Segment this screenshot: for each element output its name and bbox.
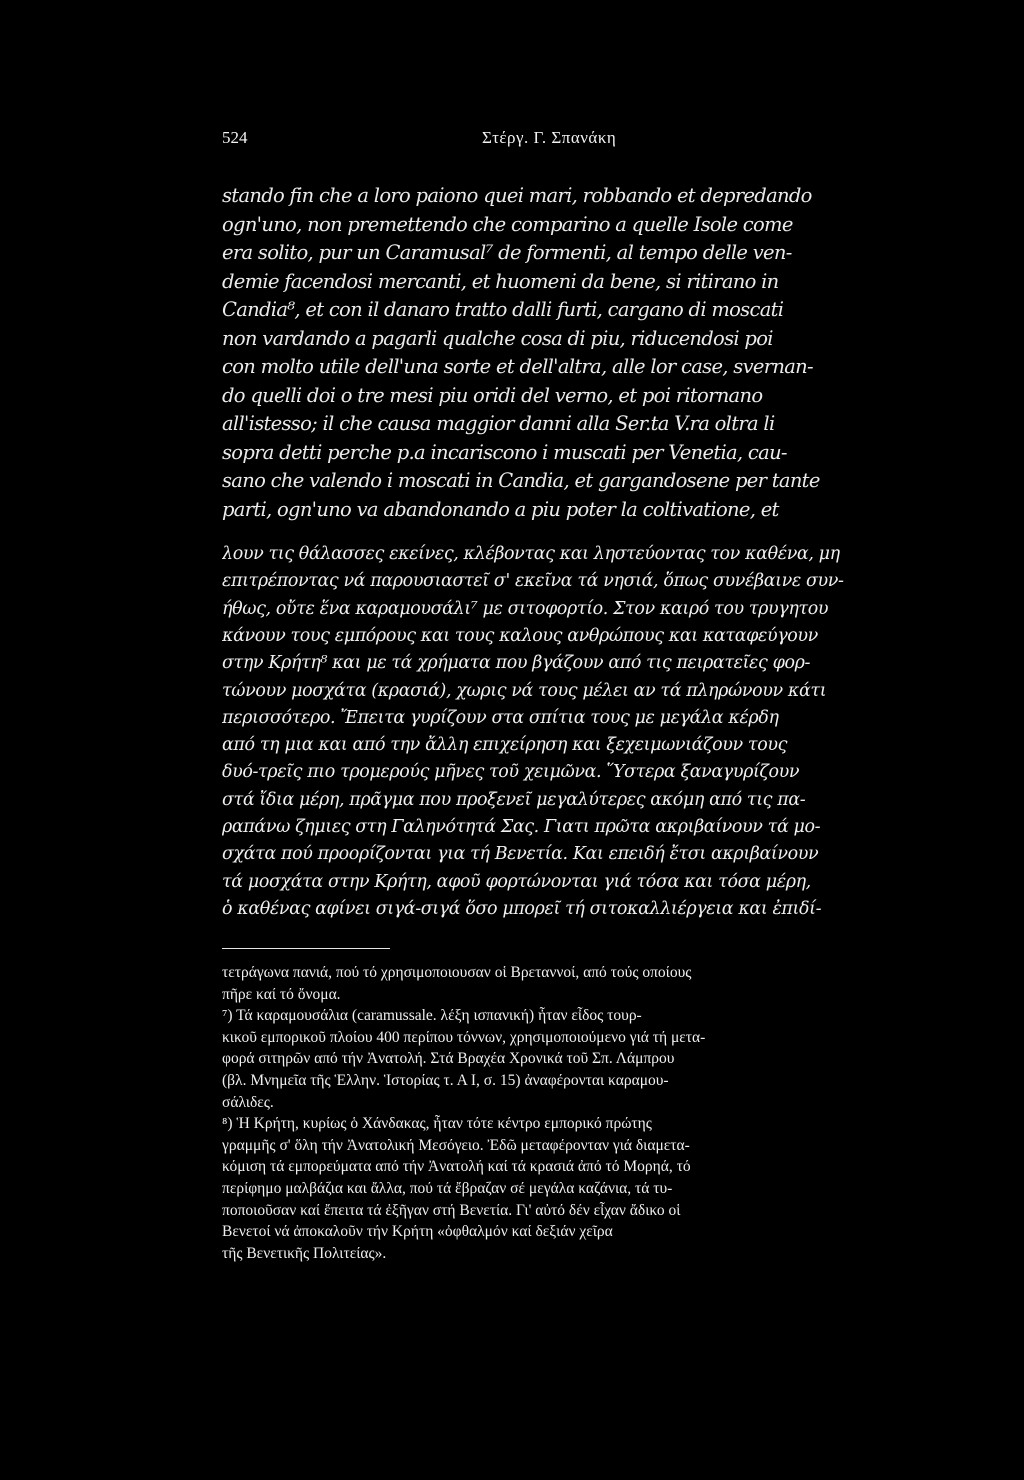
footnote-line: φορά σιτηρῶν από τήν Ἀνατολή. Στά Βραχέα Χρονικά τοῦ Σπ. Λάμπρου bbox=[222, 1050, 675, 1068]
running-head bbox=[222, 128, 890, 154]
book-page bbox=[222, 128, 890, 1408]
greek-line: δυό-τρεῖς πιο τρομερούς μῆνες τοῦ χειμῶνα. Ὕστερα ξαναγυρίζουν bbox=[222, 762, 800, 783]
footnote-line: τετράγωνα πανιά, πού τό χρησιμοποιουσαν οἱ Βρεταννοί, από τούς οποίους bbox=[222, 964, 692, 981]
italian-line: do quelli doi o tre mesi piu oridi del verno, et poi ritornano bbox=[222, 383, 763, 407]
footnote-line: πῆρε καί τό ὄνομα. bbox=[222, 985, 341, 1003]
greek-line: τώνουν μοσχάτα (κρασιά), χωρις νά τους μέλει αν τά πληρώνουν κάτι bbox=[222, 680, 827, 701]
italian-line: all'istesso; il che causa maggior danni alla Ser.ta V.ra oltra li bbox=[222, 412, 775, 435]
italian-line: demie facendosi mercanti, et huomeni da bene, si ritirano in bbox=[222, 269, 779, 293]
italian-line: sopra detti perche p.a incariscono i muscati per Venetia, cau- bbox=[222, 440, 787, 464]
footnote-line: ⁷) Τά καραμουσάλια (caramussale. λέξη ισπανική) ἦταν εἶδος τουρ- bbox=[222, 1007, 642, 1025]
greek-line: τά μοσχάτα στην Κρήτη, αφοῦ φορτώνονται γιά τόσα και τόσα μέρη, bbox=[222, 871, 811, 892]
greek-line: σχάτα πού προορίζονται για τή Βενετία. Και επειδή ἔτσι ακριβαίνουν bbox=[222, 844, 819, 865]
running-head-author: Στέργ. Γ. Σπανάκη bbox=[482, 128, 617, 147]
footnote-line: γραμμῆς σ' ὅλη τήν Ἀνατολική Μεσόγειο. Ἐδῶ μεταφέρονταν γιά διαμετα- bbox=[222, 1136, 690, 1154]
greek-line: ραπάνω ζημιες στη Γαληνότητά Σας. Γιατι πρῶτα ακριβαίνουν τά μο- bbox=[222, 817, 821, 837]
greek-line: στην Κρήτη⁸ και με τά χρήματα που βγάζουν από τις πειρατεῖες φορ- bbox=[222, 653, 810, 674]
greek-line: κάνουν τους εμπόρους και τους καλους ανθρώπους και καταφεύγουν bbox=[222, 625, 818, 646]
footnote-line: περίφημο μαλβάζια και ἄλλα, πού τά ἔβραζαν σέ μεγάλα καζάνια, τά τυ- bbox=[222, 1180, 673, 1197]
footnote-line: κόμιση τά εμπορεύματα από τήν Ἀνατολή καί τά κρασιά ἀπό τό Μορηά, τό bbox=[222, 1158, 691, 1176]
footnote-line: ποποιοῦσαν καί ἔπειτα τά ἐξῆγαν στή Βενετία. Γι' αὐτό δέν εἶχαν ἄδικο οἱ bbox=[222, 1201, 681, 1219]
italian-line: Candia⁸, et con il danaro tratto dalli furti, cargano di moscati bbox=[222, 298, 784, 321]
greek-line: από τη μια και από την ἄλλη επιχείρηση και ξεχειμωνιάζουν τους bbox=[222, 735, 787, 756]
italian-line: ogn'uno, non premettendo che comparino a quelle Isole come bbox=[222, 212, 793, 236]
greek-line: λουν τις θάλασσες εκείνες, κλέβοντας και ληστεύοντας τον καθένα, μη bbox=[222, 544, 840, 564]
italian-line: non vardando a pagarli qualche cosa di piu, riducendosi poi bbox=[222, 326, 773, 350]
footnote-line: ⁸) Ἡ Κρήτη, κυρίως ὁ Χάνδακας, ἦταν τότε κέντρο εμπορικό πρώτης bbox=[222, 1115, 652, 1133]
greek-line: περισσότερο. Ἔπειτα γυρίζουν στα σπίτια τους με μεγάλα κέρδη bbox=[222, 707, 779, 728]
greek-line: στά ἴδια μέρη, πρᾶγμα που προξενεῖ μεγαλύτερες ακόμη από τις πα- bbox=[222, 789, 806, 810]
italian-line: parti, ogn'uno va abandonando a piu poter la coltivatione, et bbox=[222, 497, 779, 521]
greek-line: ὁ καθένας αφίνει σιγά-σιγά ὅσο μπορεῖ τή σιτοκαλλιέργεια και ἐπιδί- bbox=[222, 898, 822, 919]
greek-line: επιτρέποντας νά παρουσιαστεῖ σ' εκεῖνα τά νησιά, ὅπως συνέβαινε συν- bbox=[222, 571, 844, 592]
italian-line: con molto utile dell'una sorte et dell'altra, alle lor case, svernan- bbox=[222, 355, 813, 378]
italian-line: sano che valendo i moscati in Candia, et gargandosene per tante bbox=[222, 469, 820, 492]
footnote-line: τῆς Βενετικῆς Πολιτείας». bbox=[222, 1244, 387, 1262]
footnote-divider bbox=[222, 948, 390, 949]
footnote-line: κικοῦ εμπορικοῦ πλοίου 400 περίπου τόννων, χρησιμοποιούμενο γιά τή μετα- bbox=[222, 1028, 706, 1046]
footnote-line: (βλ. Μνημεῖα τῆς Ἑλλην. Ἱστορίας τ. Α Ι, σ. 15) ἀναφέρονται καραμου- bbox=[222, 1072, 669, 1089]
footnote-line: σάλιδες. bbox=[222, 1093, 274, 1111]
page-number: 524 bbox=[222, 128, 248, 147]
greek-line: ήθως, οὔτε ἕνα καραμουσάλι⁷ με σιτοφορτίο. Στον καιρό του τρυγητου bbox=[222, 598, 829, 619]
italian-line: stando fin che a loro paiono quei mari, robbando et depredando bbox=[222, 184, 812, 207]
italian-line: era solito, pur un Caramusal⁷ de formenti, al tempo delle ven- bbox=[222, 241, 792, 264]
footnote-line: Βενετοί νά ἀποκαλοῦν τήν Κρήτη «ὀφθαλμόν καί δεξιάν χεῖρα bbox=[222, 1223, 613, 1241]
